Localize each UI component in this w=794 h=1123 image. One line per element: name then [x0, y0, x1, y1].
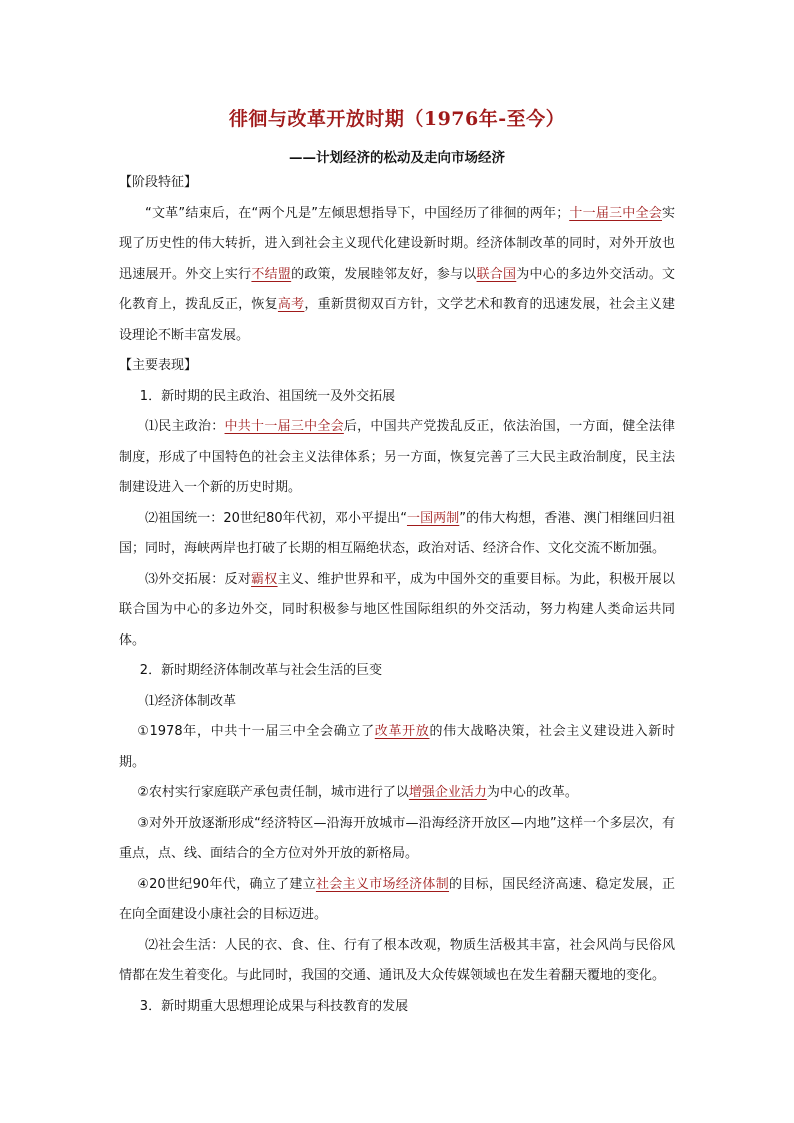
keyword-reform-opening: 改革开放: [374, 724, 430, 739]
keyword-ccp-third-plenum: 中共十一届三中全会: [224, 419, 344, 434]
text-span: ”的伟大构想，香港、澳门相继回归祖国；同时，海峡两岸也打破了长期的相互隔绝状态，政治对话、经济合作、文化交流不断加强。: [119, 510, 675, 556]
document-body: [119, 168, 675, 1022]
section-2-item-1: [119, 717, 675, 778]
section-2-sub2: ⑵社会生活：人民的衣、食、住、行有了根本改观，物质生活极其丰富，社会风尚与民俗风情都在发生着变化。与此同时，我国的交通、通讯及大众传媒领域也在发生着翻天覆地的变化。: [119, 937, 675, 983]
stage-heading: 【阶段特征】: [119, 175, 198, 190]
section-2-title: 2．新时期经济体制改革与社会生活的巨变: [139, 663, 383, 678]
section-3-title: 3．新时期重大思想理论成果与科技教育的发展: [139, 998, 409, 1014]
keyword-gaokao: 高考: [277, 297, 305, 312]
text-span: 的目标，国民经济高速、稳定发展，正在向全面建设小康社会的目标迈进。: [119, 876, 675, 922]
section-2-item-3: ③对外开放逐渐形成“经济特区—沿海开放城市—沿海经济开放区—内地”这样一个多层次，有重点，点、线、面结合的全方位对外开放的新格局。: [119, 815, 675, 861]
text-span: ⑵祖国统一：20世纪80年代初，邓小平提出“: [145, 510, 407, 526]
text-span: 主义、维护世界和平，成为中国外交的重要目标。为此，积极开展以联合国为中心的多边外交，同时积极参与地区性国际组织的外交活动，努力构建人类命运共同体。: [119, 571, 675, 648]
keyword-non-aligned: 不结盟: [251, 266, 292, 282]
text-span: ⑴民主政治：: [145, 419, 225, 434]
keyword-hegemony: 霸权: [251, 571, 278, 587]
section-1-democracy: [119, 412, 675, 504]
text-span: 后，中国共产党拨乱反正，依法治国，一方面，健全法律制度，形成了中国特色的社会主义法律体系；另一方面，恢复完善了三大民主政治制度，民主法制建设进入一个新的历史时期。: [119, 419, 675, 495]
keyword-enterprise-vitality: 增强企业活力: [408, 785, 487, 800]
text-span: “文革”结束后，在“两个凡是”左倾思想指导下，中国经历了徘徊的两年；: [145, 205, 570, 221]
text-span: ②农村实行家庭联产承包责任制，城市进行了以: [137, 785, 409, 800]
main-heading: 【主要表现】: [119, 358, 198, 373]
text-span: 的伟大战略决策，社会主义建设进入新时期。: [119, 724, 675, 770]
section-2-item-4: [119, 870, 675, 931]
page-subtitle: ——计划经济的松动及走向市场经济: [289, 150, 505, 166]
text-span: 实现了历史性的伟大转折，进入到社会主义现代化建设新时期。经济体制改革的同时，对外开放也迅速展开。外交上实行: [119, 205, 675, 282]
section-2-sub1: ⑴经济体制改革: [145, 693, 237, 709]
text-span: ④20世纪90年代，确立了建立: [137, 876, 316, 892]
stage-paragraph: [119, 199, 675, 352]
section-2-item-2: [119, 778, 675, 809]
keyword-one-country-two-systems: 一国两制: [406, 510, 460, 526]
section-1-diplomacy: [119, 565, 675, 657]
text-span: ①1978年，中共十一届三中全会确立了: [137, 724, 375, 739]
keyword-united-nations: 联合国: [476, 266, 517, 282]
keyword-market-economy: 社会主义市场经济体制: [315, 876, 450, 892]
section-1-reunification: [119, 504, 675, 565]
section-1-title: 1．新时期的民主政治、祖国统一及外交拓展: [139, 388, 396, 404]
text-span: ⑶外交拓展：反对: [145, 571, 252, 587]
page-title: 徘徊与改革开放时期（1976年-至今）: [228, 108, 566, 130]
text-span: 的政策，发展睦邻友好，参与以: [291, 266, 477, 282]
text-span: ，重新贯彻双百方针，文学艺术和教育的迅速发展，社会主义建设理论不断丰富发展。: [119, 297, 675, 343]
keyword-third-plenum: 十一届三中全会: [569, 205, 662, 221]
text-span: 为中心的多边外交活动。文化教育上，拨乱反正，恢复: [119, 266, 675, 312]
text-span: 为中心的改革。: [486, 785, 578, 800]
